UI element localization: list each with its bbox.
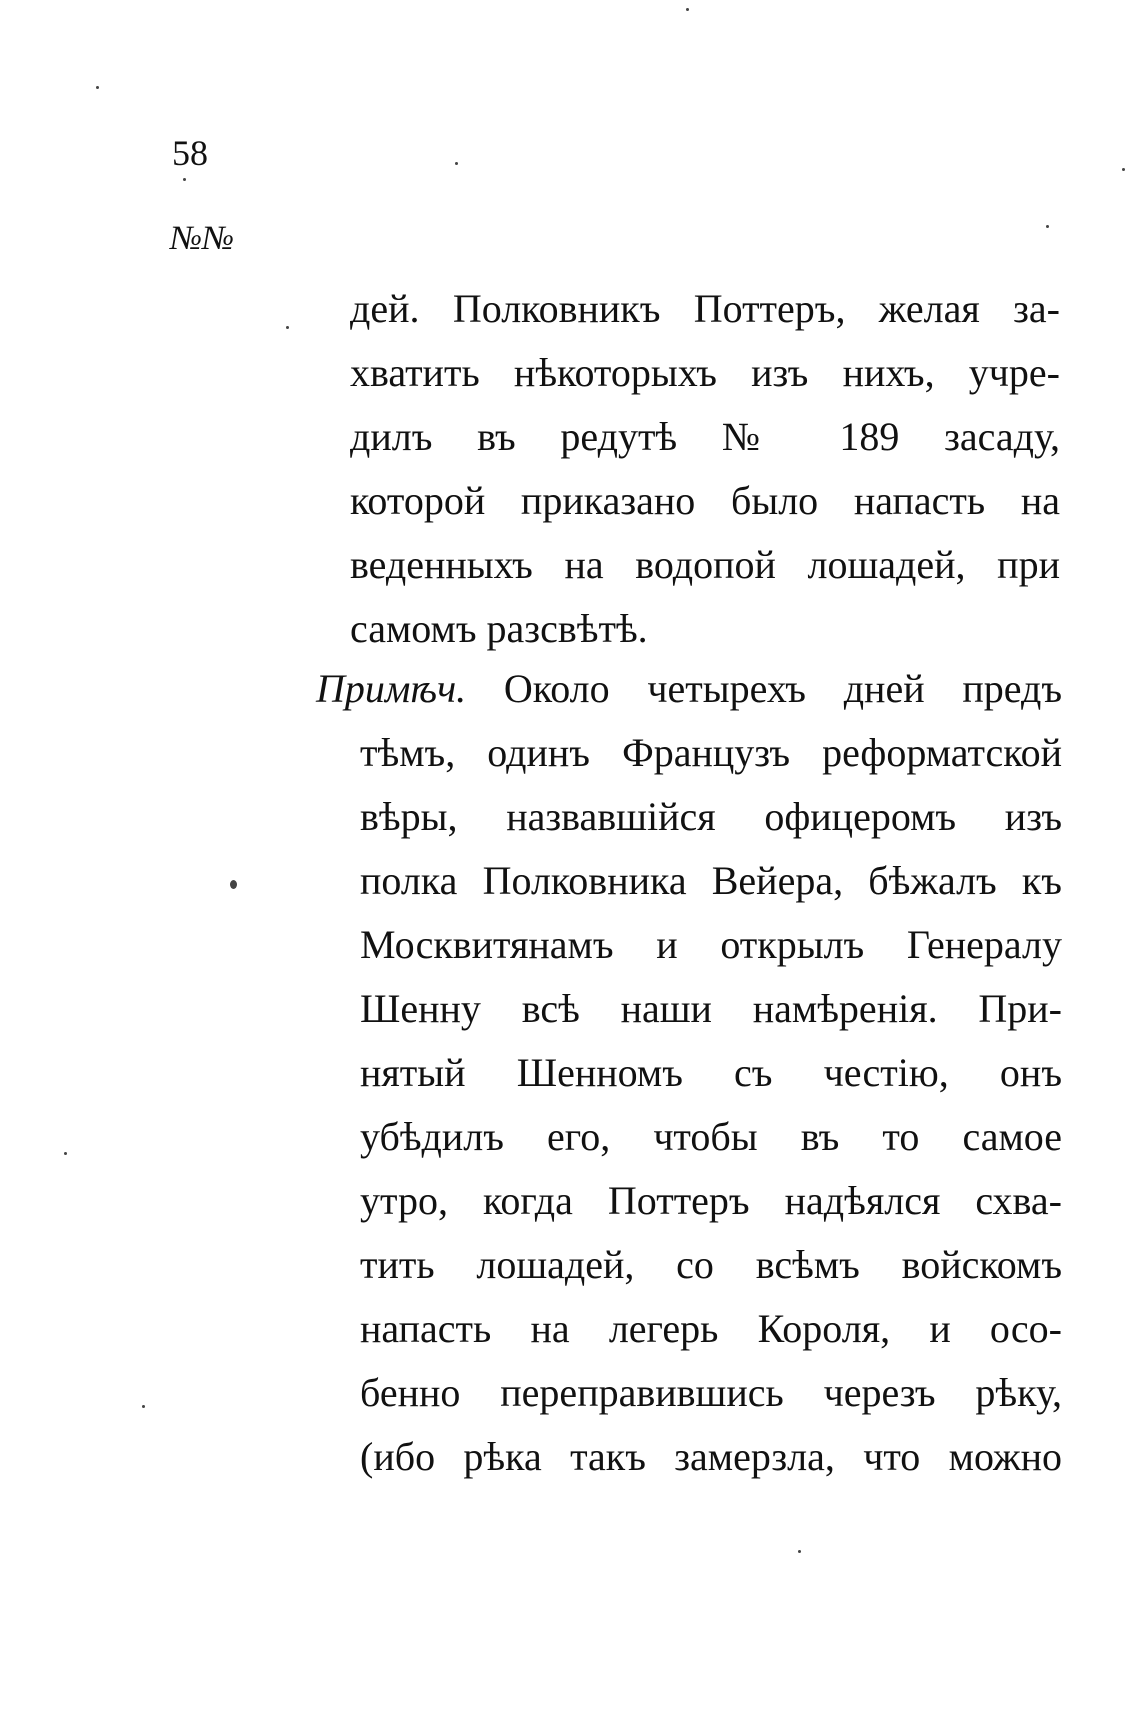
- scan-speck: [96, 86, 99, 89]
- scan-speck: [455, 162, 458, 165]
- note-first-line-text: Около четырехъ дней предъ: [503, 666, 1063, 711]
- scan-speck: [1122, 168, 1125, 171]
- text-line: дей. Полковникъ Поттеръ, желая за-: [350, 286, 1060, 331]
- text-line: вѣры, назвавшійся офицеромъ изъ: [360, 794, 1062, 839]
- text-line: тѣмъ, одинъ Французъ реформатской: [360, 730, 1062, 775]
- scan-speck: [798, 1550, 801, 1553]
- scan-speck: [230, 880, 237, 889]
- text-line: полка Полковника Вейера, бѣжалъ къ: [360, 858, 1062, 903]
- text-line: дилъ въ редутѣ № 189 засаду,: [350, 414, 1060, 459]
- scan-speck: [183, 178, 186, 181]
- text-line: (ибо рѣка такъ замерзла, что можно: [360, 1434, 1062, 1479]
- scan-speck: [142, 1405, 145, 1408]
- note-label: Примѣч.: [316, 666, 467, 711]
- page-number: 58: [172, 133, 208, 173]
- text-line: тить лошадей, со всѣмъ войскомъ: [360, 1242, 1062, 1287]
- scan-speck: [64, 1152, 67, 1155]
- text-line: хватить нѣкоторыхъ изъ нихъ, учре-: [350, 350, 1060, 395]
- text-line: которой приказано было напасть на: [350, 478, 1060, 523]
- text-line: Шенну всѣ наши намѣренія. При-: [360, 986, 1062, 1031]
- scan-speck: [686, 8, 689, 11]
- scan-speck: [286, 326, 289, 329]
- text-line: утро, когда Поттеръ надѣялся схва-: [360, 1178, 1062, 1223]
- margin-number-mark: №№: [170, 220, 235, 257]
- text-line: напасть на легерь Короля, и осо-: [360, 1306, 1062, 1351]
- scan-speck: [1046, 225, 1049, 228]
- text-line: веденныхъ на водопой лошадей, при: [350, 542, 1060, 587]
- text-line: Москвитянамъ и открылъ Генералу: [360, 922, 1062, 967]
- text-line: бенно переправившись черезъ рѣку,: [360, 1370, 1062, 1415]
- text-line: самомъ разсвѣтѣ.: [350, 606, 648, 651]
- text-line: нятый Шенномъ съ честію, онъ: [360, 1050, 1062, 1095]
- note-first-line: [316, 665, 1062, 713]
- text-line: убѣдилъ его, чтобы въ то самое: [360, 1114, 1062, 1159]
